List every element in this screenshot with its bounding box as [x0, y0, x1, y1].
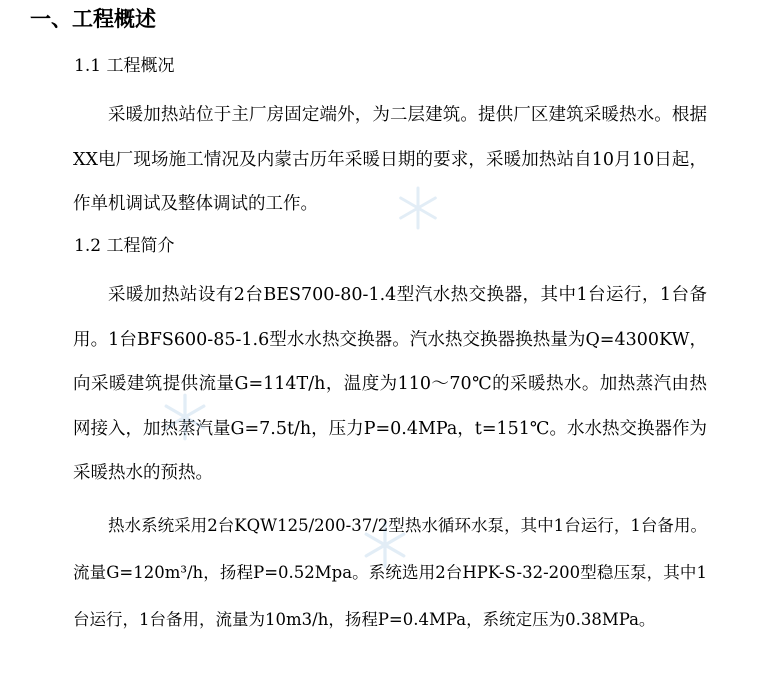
subsection-heading-introduction: 1.2 工程简介 — [74, 236, 175, 256]
section-heading: 一、工程概述 — [30, 7, 156, 31]
paragraph-heat-exchangers: 采暖加热站设有2台BES700-80-1.4型汽水热交换器，其中1台运行，1台备用。1台BFS600-85-1.6型水水热交换器。汽水热交换器换热量为Q=4300KW，向采暖建筑提供流量G=114T/h，温度为110～70℃的采暖热水。加热蒸汽由热网接入，加热蒸汽量G=7.5t/h，压力P=0.4MPa，t=151℃。水水热交换器作为采暖热水的预热。 — [73, 285, 707, 483]
paragraph-pump-system: 热水系统采用2台KQW125/200-37/2型热水循环水泵，其中1台运行，1台备用。流量G=120m³/h，扬程P=0.52Mpa。系统选用2台HPK-S-32-200型稳压泵，其中1台运行，1台备用，流量为10m3/h，扬程P=0.4MPa，系统定压为0.38MPa。 — [73, 516, 707, 629]
subsection-heading-overview: 1.1 工程概况 — [74, 56, 175, 76]
paragraph-overview: 采暖加热站位于主厂房固定端外，为二层建筑。提供厂区建筑采暖热水。根据XX电厂现场施工情况及内蒙古历年采暖日期的要求，采暖加热站自10月10日起，作单机调试及整体调试的工作。 — [73, 105, 707, 214]
